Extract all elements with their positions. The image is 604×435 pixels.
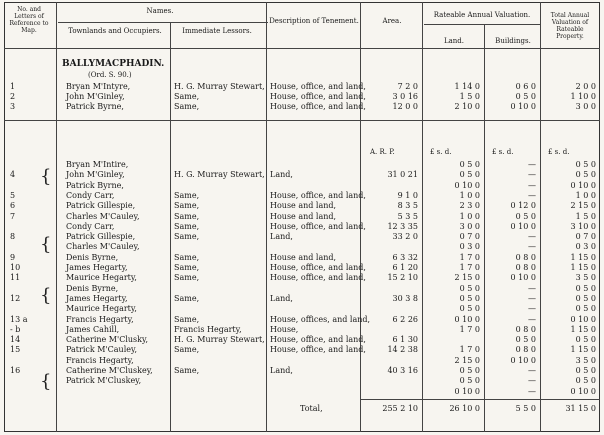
col-rule <box>266 2 267 432</box>
row-total: 0 7 0 <box>575 232 596 242</box>
row-buildings: — <box>528 283 536 293</box>
row-buildings: — <box>528 366 536 375</box>
row-occupier: Patrick Byrne, <box>66 180 124 190</box>
row-occupier: Catherine M'Cluskey, <box>66 366 153 375</box>
row-description: House and land, <box>270 201 337 211</box>
row-buildings: — <box>528 376 536 386</box>
row-area: 6 1 30 <box>392 335 418 345</box>
row-lessor: Same, <box>174 102 200 111</box>
row-total: 0 5 0 <box>575 170 596 180</box>
row-total: 3 0 0 <box>575 102 596 111</box>
row-occupier: Francis Hegarty, <box>66 314 134 324</box>
row-ref: 8 <box>10 232 16 242</box>
row-area: 6 2 26 <box>392 314 418 324</box>
row-land: 1 0 0 <box>459 211 480 221</box>
row-lessor: Same, <box>174 92 200 101</box>
row-area: 9 1 0 <box>397 190 418 200</box>
header-area: Area. <box>382 17 402 25</box>
row-land: 1 5 0 <box>459 92 480 101</box>
row-ref: 9 <box>10 252 16 262</box>
row-total: 0 10 0 <box>570 180 596 190</box>
row-land: 0 5 0 <box>459 170 480 180</box>
header-description: Description of Tenement. <box>269 17 359 25</box>
row-land: 3 0 0 <box>459 221 480 231</box>
col-rule <box>540 2 541 432</box>
row-description: House, offices, and land, <box>270 314 371 324</box>
group-brace: { <box>40 371 52 392</box>
row-total: 1 0 0 <box>575 190 596 200</box>
row-area: 3 0 16 <box>392 92 418 101</box>
row-buildings: — <box>528 160 536 169</box>
row-ref: 10 <box>10 263 21 272</box>
row-total: 0 5 0 <box>575 293 596 303</box>
row-land: 2 15 0 <box>454 355 480 365</box>
row-ref: 2 <box>10 92 16 101</box>
row-occupier: Denis Byrne, <box>66 283 119 293</box>
row-description: House, office, and land, <box>270 335 366 345</box>
row-occupier: John M'Ginley, <box>66 170 125 180</box>
row-land: 1 7 0 <box>459 324 480 334</box>
row-buildings: — <box>528 386 536 396</box>
group-brace: { <box>40 285 52 306</box>
row-ref: 4 <box>10 170 16 180</box>
row-occupier: Catherine M'Clusky, <box>66 335 148 345</box>
row-lessor: Same, <box>174 293 200 303</box>
row-land: 1 7 0 <box>459 252 480 262</box>
row-buildings: — <box>528 180 536 190</box>
row-area: 14 2 38 <box>387 345 418 355</box>
col-rule <box>360 2 361 432</box>
row-land: 0 5 0 <box>459 376 480 386</box>
header-names: Names. <box>146 7 174 15</box>
row-description: House, office, and land, <box>270 82 366 91</box>
row-buildings: — <box>528 314 536 324</box>
row-total: 1 10 0 <box>570 92 596 101</box>
row-lessor: Same, <box>174 190 200 200</box>
row-lessor: Francis Hegarty, <box>174 324 242 334</box>
row-buildings: — <box>528 304 536 314</box>
row-occupier: Patrick Byrne, <box>66 102 124 111</box>
land-units: £ s. d. <box>430 148 452 156</box>
header-valuation: Rateable Annual Valuation. <box>433 11 531 19</box>
row-occupier: Patrick Gillespie, <box>66 201 136 211</box>
row-land: 1 0 0 <box>459 190 480 200</box>
row-occupier: Bryan M'Intire, <box>66 160 129 169</box>
row-land: 0 7 0 <box>459 232 480 242</box>
row-description: House, office, and land, <box>270 273 366 283</box>
row-buildings: 0 8 0 <box>515 263 536 272</box>
col-rule <box>56 2 57 432</box>
row-land: 0 5 0 <box>459 160 480 169</box>
row-lessor: H. G. Murray Stewart, <box>174 170 265 180</box>
row-total: 0 5 0 <box>575 283 596 293</box>
row-land: 0 10 0 <box>454 180 480 190</box>
row-buildings: — <box>528 170 536 180</box>
row-total: 2 15 0 <box>570 201 596 211</box>
row-description: Land, <box>270 232 293 242</box>
row-occupier: Denis Byrne, <box>66 252 119 262</box>
row-total: 0 3 0 <box>575 242 596 252</box>
row-buildings: 0 10 0 <box>510 355 536 365</box>
row-ref: 6 <box>10 201 16 211</box>
row-occupier: Patrick M'Cauley, <box>66 345 137 355</box>
row-description: House, office, and land, <box>270 92 366 101</box>
row-total: 1 15 0 <box>570 263 596 272</box>
row-land: 2 3 0 <box>459 201 480 211</box>
row-buildings: 0 5 0 <box>515 211 536 221</box>
row-land: 1 7 0 <box>459 263 480 272</box>
row-occupier: Francis Hegarty, <box>66 355 134 365</box>
row-occupier: Patrick M'Cluskey, <box>66 376 142 386</box>
row-ref: 15 <box>10 345 21 355</box>
header-lessors: Immediate Lessors. <box>182 27 252 35</box>
names-subrule <box>58 22 268 23</box>
row-occupier: John M'Ginley, <box>66 92 125 101</box>
totals-area: 255 2 10 <box>382 404 418 413</box>
row-ref: 12 <box>10 293 21 303</box>
row-ref: 5 <box>10 190 16 200</box>
totals-total: 31 15 0 <box>565 404 596 413</box>
row-buildings: 0 8 0 <box>515 345 536 355</box>
row-lessor: Same, <box>174 366 200 375</box>
row-occupier: Bryan M'Intyre, <box>66 82 131 91</box>
row-total: 3 5 0 <box>575 355 596 365</box>
row-occupier: James Cahill, <box>66 324 120 334</box>
row-area: 6 1 20 <box>392 263 418 272</box>
row-total: 2 0 0 <box>575 82 596 91</box>
totals-label: Total, <box>300 404 323 413</box>
row-description: Land, <box>270 293 293 303</box>
row-lessor: Same, <box>174 211 200 221</box>
row-buildings: 0 10 0 <box>510 102 536 111</box>
row-area: 31 0 21 <box>387 170 418 180</box>
row-land: 0 5 0 <box>459 283 480 293</box>
row-buildings: 0 5 0 <box>515 335 536 345</box>
row-total: 0 5 0 <box>575 335 596 345</box>
row-total: 0 5 0 <box>575 376 596 386</box>
row-area: 40 3 16 <box>387 366 418 375</box>
group-brace: { <box>40 234 52 255</box>
row-total: 1 15 0 <box>570 345 596 355</box>
row-ref: 16 <box>10 366 21 375</box>
row-buildings: — <box>528 242 536 252</box>
row-occupier: Condy Carr, <box>66 221 115 231</box>
valuation-subrule <box>424 24 540 25</box>
header-townlands: Townlands and Occupiers. <box>68 27 162 35</box>
header-total: Total Annual Valuation of Rateable Property. <box>550 12 590 40</box>
row-area: 33 2 0 <box>392 232 418 242</box>
header-rule <box>4 48 600 49</box>
row-description: House, office, and land, <box>270 102 366 111</box>
row-occupier: Maurice Hegarty, <box>66 273 137 283</box>
row-buildings: 0 8 0 <box>515 324 536 334</box>
col-rule <box>422 2 423 432</box>
row-lessor: Same, <box>174 345 200 355</box>
row-buildings: 0 10 0 <box>510 273 536 283</box>
row-lessor: Same, <box>174 201 200 211</box>
row-occupier: Condy Carr, <box>66 190 115 200</box>
header-buildings: Buildings. <box>495 37 531 45</box>
row-total: 0 10 0 <box>570 314 596 324</box>
townland-sheet: (Ord. S. 90.) <box>88 71 132 79</box>
row-lessor: H. G. Murray Stewart, <box>174 82 265 91</box>
bldg-units: £ s. d. <box>492 148 514 156</box>
row-land: 1 7 0 <box>459 345 480 355</box>
row-occupier: Charles M'Cauley, <box>66 242 140 252</box>
row-area: 5 3 5 <box>397 211 418 221</box>
row-area: 8 3 5 <box>397 201 418 211</box>
row-description: House, office, and land, <box>270 263 366 272</box>
row-lessor: Same, <box>174 221 200 231</box>
col-rule <box>170 22 171 432</box>
totals-bldg: 5 5 0 <box>515 404 536 413</box>
row-description: House, office, and land, <box>270 190 366 200</box>
row-lessor: Same, <box>174 263 200 272</box>
row-ref: - b <box>10 324 21 334</box>
row-land: 1 14 0 <box>454 82 480 91</box>
row-occupier: Patrick Gillespie, <box>66 232 136 242</box>
row-buildings: 0 8 0 <box>515 252 536 262</box>
row-lessor: Same, <box>174 252 200 262</box>
row-area: 30 3 8 <box>392 293 418 303</box>
row-total: 0 5 0 <box>575 304 596 314</box>
row-buildings: 0 5 0 <box>515 92 536 101</box>
row-description: House, <box>270 324 299 334</box>
row-area: 7 2 0 <box>397 82 418 91</box>
row-land: 0 10 0 <box>454 314 480 324</box>
row-ref: 11 <box>10 273 21 283</box>
row-occupier: Maurice Hegarty, <box>66 304 137 314</box>
header-land: Land. <box>443 37 465 45</box>
col-rule <box>484 24 485 432</box>
row-lessor: H. G. Murray Stewart, <box>174 335 265 345</box>
row-total: 1 5 0 <box>575 211 596 221</box>
row-lessor: Same, <box>174 232 200 242</box>
row-land: 0 5 0 <box>459 293 480 303</box>
row-occupier: James Hegarty, <box>66 263 128 272</box>
row-ref: 14 <box>10 335 21 345</box>
row-buildings: 0 10 0 <box>510 221 536 231</box>
totals-land: 26 10 0 <box>449 404 480 413</box>
row-buildings: — <box>528 232 536 242</box>
row-total: 1 15 0 <box>570 324 596 334</box>
row-description: House and land, <box>270 252 337 262</box>
row-description: House and land, <box>270 211 337 221</box>
row-occupier: Charles M'Cauley, <box>66 211 140 221</box>
row-land: 0 3 0 <box>459 242 480 252</box>
header-map-ref: No. and Letters of Reference to Map. <box>9 6 49 34</box>
row-total: 3 10 0 <box>570 221 596 231</box>
section-rule <box>4 120 600 121</box>
row-land: 0 5 0 <box>459 304 480 314</box>
row-area: 6 3 32 <box>392 252 418 262</box>
row-buildings: 0 12 0 <box>510 201 536 211</box>
row-ref: 3 <box>10 102 16 111</box>
row-total: 0 5 0 <box>575 366 596 375</box>
row-lessor: Same, <box>174 314 200 324</box>
townland-name: BALLYMACPHADIN. <box>62 59 165 69</box>
row-area: 12 3 35 <box>387 221 418 231</box>
row-buildings: — <box>528 293 536 303</box>
row-buildings: — <box>528 190 536 200</box>
row-total: 0 5 0 <box>575 160 596 169</box>
area-units: A. R. P. <box>370 148 395 156</box>
row-ref: 13 a <box>10 314 28 324</box>
row-description: House, office, and land, <box>270 345 366 355</box>
row-description: Land, <box>270 366 293 375</box>
row-ref: 7 <box>10 211 16 221</box>
row-area: 15 2 10 <box>387 273 418 283</box>
row-land: 2 15 0 <box>454 273 480 283</box>
row-lessor: Same, <box>174 273 200 283</box>
totals-rule <box>360 399 600 400</box>
row-occupier: James Hegarty, <box>66 293 128 303</box>
row-total: 1 15 0 <box>570 252 596 262</box>
group-brace: { <box>40 166 52 187</box>
row-ref: 1 <box>10 82 16 91</box>
row-area: 12 0 0 <box>392 102 418 111</box>
row-total: 3 5 0 <box>575 273 596 283</box>
row-description: House, office, and land, <box>270 221 366 231</box>
row-land: 0 10 0 <box>454 386 480 396</box>
row-buildings: 0 6 0 <box>515 82 536 91</box>
row-description: Land, <box>270 170 293 180</box>
row-total: 0 10 0 <box>570 386 596 396</box>
total-units: £ s. d. <box>548 148 570 156</box>
row-land: 0 5 0 <box>459 366 480 375</box>
row-land: 2 10 0 <box>454 102 480 111</box>
